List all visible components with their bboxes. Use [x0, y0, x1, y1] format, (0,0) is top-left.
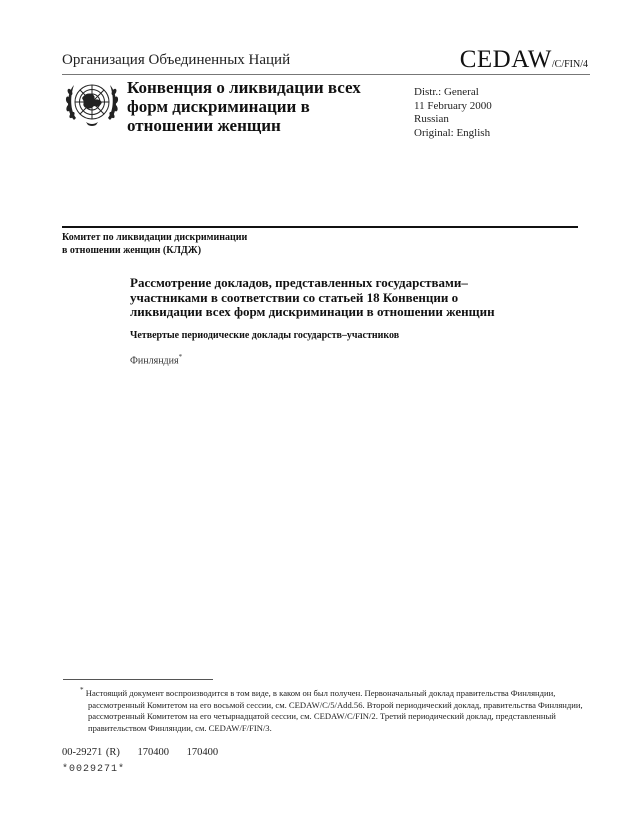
job-number: 00-29271 (R): [62, 747, 120, 758]
report-subheading: Четвертые периодические доклады государств–участников: [130, 330, 400, 341]
distribution-block: [414, 86, 492, 140]
footnote-text: Настоящий документ воспроизводится в том виде, в каком он был получен. Первоначальный доклад правительства Финляндии, рассмотренный Комитетом на его восьмой сессии, см. CEDAW/C/5/Add.56. Второй периодический доклад, правительства Финляндии, рассмотренный Комитетом на его четырнадцатой сессии, см. CEDAW/C/FIN/2. Третий периодический доклад, представленный правительством Финляндии, см. CEDAW/F/FIN/3.: [85, 687, 583, 733]
document-symbol: [460, 46, 588, 74]
footnote-reference[interactable]: *: [178, 353, 183, 361]
document-number-line: [62, 747, 232, 758]
committee-line: Комитет по ликвидации дискриминации: [62, 232, 248, 243]
issue-date: 11 February 2000: [414, 99, 492, 112]
original-language: Original: English: [414, 126, 491, 139]
header-rule: [62, 74, 590, 75]
title-line: отношении женщин: [127, 116, 281, 135]
footnote-mark: *: [80, 686, 84, 694]
heading-line: участниками в соответствии со статьей 18 Конвенции о: [130, 289, 459, 305]
title-line: форм дискриминации в: [127, 97, 310, 116]
document-symbol-main: CEDAW: [459, 46, 552, 73]
document-symbol-suffix: /C/FIN/4: [551, 59, 588, 70]
country-name: [130, 353, 182, 366]
agenda-heading: [130, 276, 520, 320]
title-line: Конвенция о ликвидации всех: [127, 78, 361, 97]
section-rule: [62, 226, 578, 228]
document-language: Russian: [414, 113, 449, 125]
footnote: [80, 685, 588, 735]
barcode-text: *0029271*: [62, 764, 126, 775]
heading-line: Рассмотрение докладов, представленных государствами–: [130, 275, 468, 290]
footnote-separator: [63, 679, 213, 680]
committee-name: [62, 231, 247, 257]
country-label: Финляндия: [130, 355, 179, 367]
heading-line: ликвидации всех форм дискриминации в отношении женщин: [130, 304, 495, 319]
job-date-1: 170400: [137, 747, 169, 758]
organization-name: Организация Объединенных Наций: [62, 52, 291, 68]
job-date-2: 170400: [186, 747, 219, 758]
convention-title: [127, 78, 387, 135]
distribution-type: Distr.: General: [414, 86, 479, 98]
un-emblem-icon: [64, 78, 120, 128]
committee-line: в отношении женщин (КЛДЖ): [62, 245, 202, 256]
